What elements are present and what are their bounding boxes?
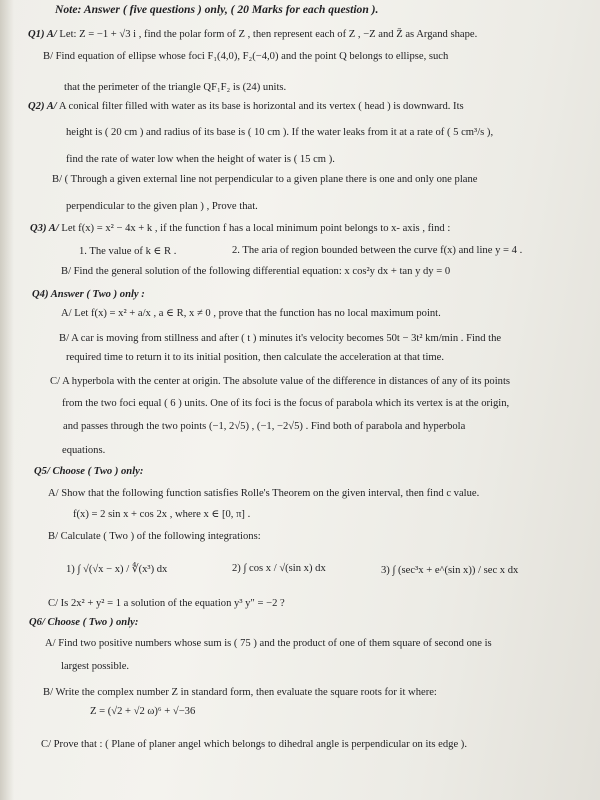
q3-part-a [30, 222, 450, 235]
q6-b-expression: Z = (√2 + √2 ω)⁶ + √−36 [90, 706, 196, 717]
q4-c-line4: equations. [62, 445, 106, 456]
question-label: Q2) A/ [28, 101, 57, 112]
q2-b-line1: B/ ( Through a given external line not perpendicular to a given plane there is one and only one plane [52, 174, 478, 185]
q3-a-item2: 2. The aria of region bounded between the curve f(x) and line y = 4 . [232, 245, 523, 256]
instructions-note: Note: Answer ( five questions ) only, ( 20 Marks for each question ). [55, 3, 379, 16]
q5-integral-1: 1) ∫ √(√x − x) / ∜(x³) dx [66, 564, 168, 575]
q1-b-line1: B/ Find equation of ellipse whose foci F₁(4,0), F₂(−4,0) and the point Q belongs to ellipse, such [43, 51, 449, 62]
q6-c-text: C/ Prove that : ( Plane of planer angel which belongs to dihedral angle is perpendicular on its edge ). [41, 739, 467, 750]
q5-integral-3: 3) ∫ (sec³x + e^(sin x)) / sec x dx [381, 565, 519, 576]
q2-part-a [28, 100, 464, 113]
q6-heading: Q6/ Choose ( Two ) only: [29, 617, 139, 628]
q4-heading: Q4) Answer ( Two ) only : [32, 289, 145, 300]
q4-c-line1: C/ A hyperbola with the center at origin. The absolute value of the difference in distances of any of its points [50, 376, 511, 387]
q1-a-text: Let: Z = −1 + √3 i , find the polar form of Z , then represent each of Z , −Z and Z̄ as Argand shape. [59, 29, 478, 40]
q4-c-line3: and passes through the two points (−1, 2√5) , (−1, −2√5) . Find both of parabola and hyperbola [63, 421, 466, 432]
q3-a-text: Let f(x) = x² − 4x + k , if the function f has a local minimum point belongs to x- axis , find : [61, 223, 451, 234]
q6-a-line1: A/ Find two positive numbers whose sum is ( 75 ) and the product of one of them square of second one is [45, 638, 492, 649]
q5-a-text: A/ Show that the following function satisfies Rolle's Theorem on the given interval, then find c value. [48, 488, 480, 499]
q2-b-line2: perpendicular to the given plan ) , Prove that. [66, 201, 258, 212]
q4-b-line2: required time to return it to its initial position, then calculate the acceleration at that time. [66, 352, 445, 363]
question-label: Q1) A/ [28, 29, 57, 40]
question-label: Q3) A/ [30, 223, 59, 234]
q5-integral-2: 2) ∫ cos x / √(sin x) dx [232, 563, 326, 574]
q5-heading: Q5/ Choose ( Two ) only: [34, 466, 144, 477]
q4-b-line1: B/ A car is moving from stillness and after ( t ) minutes it's velocity becomes 50t − 3t² km/min . Find the [59, 333, 502, 344]
q3-b-text: B/ Find the general solution of the following differential equation: x cos²y dx + tan y dy = 0 [61, 266, 451, 277]
q6-a-line2: largest possible. [61, 661, 130, 672]
q2-a-line3: find the rate of water low when the height of water is ( 15 cm ). [66, 154, 335, 165]
q6-b-text: B/ Write the complex number Z in standard form, then evaluate the square roots for it where: [43, 687, 437, 698]
q5-b-text: B/ Calculate ( Two ) of the following integrations: [48, 531, 261, 542]
q1-b-line2: that the perimeter of the triangle QF₁F₂ is (24) units. [64, 82, 287, 93]
q5-a-function: f(x) = 2 sin x + cos 2x , where x ∈ [0, π] . [73, 509, 251, 520]
q4-a-text: A/ Let f(x) = x² + a/x , a ∈ R, x ≠ 0 , prove that the function has no local maximum point. [61, 308, 441, 319]
q3-a-item1: 1. The value of k ∈ R . [79, 246, 177, 257]
q4-c-line2: from the two foci equal ( 6 ) units. One of its foci is the focus of parabola which its vertex is at the origin, [62, 398, 510, 409]
q1-part-a [28, 28, 477, 41]
q2-a-line2: height is ( 20 cm ) and radius of its base is ( 10 cm ). If the water leaks from it at a rate of ( 5 cm³/s ), [66, 127, 494, 138]
q2-a-line1: A conical filter filled with water as its base is horizontal and its vertex ( head ) is downward. Its [58, 101, 464, 112]
q5-c-text: C/ Is 2x² + y² = 1 a solution of the equation y³ y″ = −2 ? [48, 598, 285, 609]
